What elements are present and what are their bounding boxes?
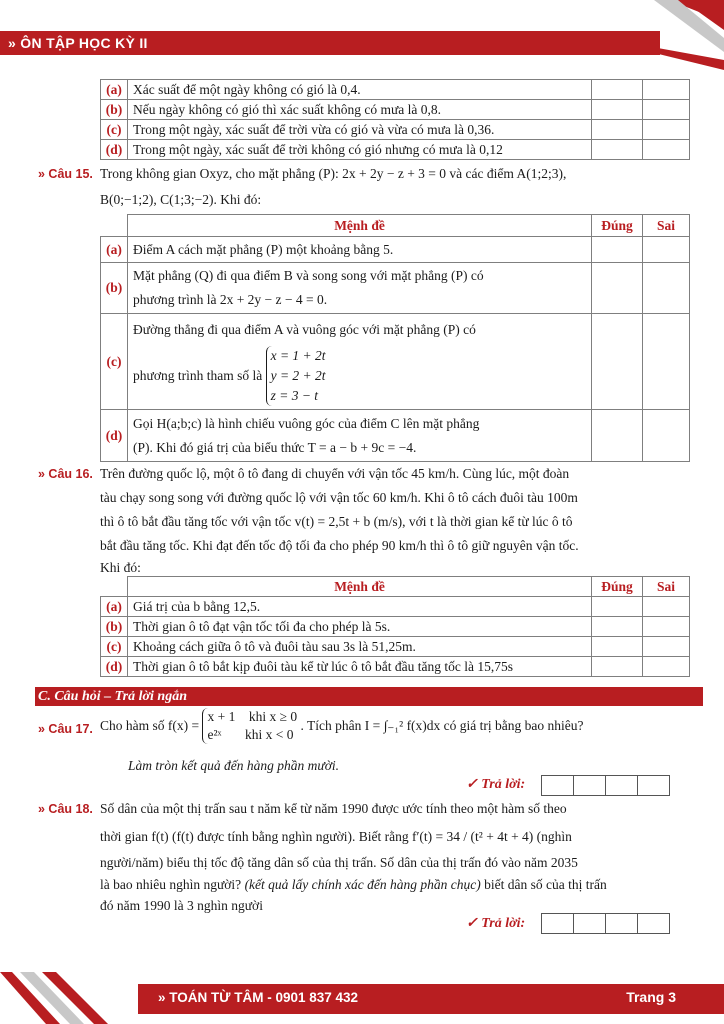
dung-cell[interactable]: [592, 80, 643, 100]
blank-header-cell: [101, 577, 128, 597]
row-text-line: Đường thẳng đi qua điểm A và vuông góc với mặt phẳng (P) có: [133, 321, 476, 337]
row-text-line: phương trình tham số là: [133, 367, 263, 383]
row-label: (a): [101, 237, 128, 263]
answer-box[interactable]: [637, 775, 670, 796]
q16-line3: thì ô tô bắt đầu tăng tốc với vận tốc v(t) = 2,5t + b (m/s), với t là thời gian kể từ lúc ô tô: [100, 514, 573, 529]
table-row: [101, 617, 690, 637]
system-line: z = 3 − t: [270, 387, 319, 403]
sai-cell[interactable]: [643, 657, 690, 677]
blank-header-cell: [101, 215, 128, 237]
q17-statement: [100, 708, 700, 744]
row-text-system-wrap: [133, 346, 586, 406]
q16-label: » Câu 16.: [38, 467, 93, 481]
sai-cell[interactable]: [643, 410, 690, 462]
q17-note: Làm tròn kết quả đến hàng phần mười.: [128, 758, 340, 773]
row-label: (b): [101, 263, 128, 314]
row-label: (d): [101, 410, 128, 462]
header-menh-de: Mệnh đề: [128, 577, 592, 597]
answer-box[interactable]: [573, 913, 606, 934]
case-line: e²ˣ khi x < 0: [207, 727, 294, 742]
row-text-line: phương trình là 2x + 2y − z − 4 = 0.: [133, 292, 328, 307]
dung-cell[interactable]: [592, 657, 643, 677]
table-header-row: [101, 577, 690, 597]
table-row: [101, 597, 690, 617]
q17-answer-label: ✓ Trả lời:: [466, 777, 526, 792]
row-label: (a): [101, 80, 128, 100]
section-c-heading: C. Câu hỏi – Trả lời ngắn: [35, 687, 703, 706]
row-text: Trong một ngày, xác suất để trời không có gió nhưng có mưa là 0,12: [128, 140, 592, 160]
row-text: Thời gian ô tô bắt kịp đuôi tàu kể từ lúc ô tô bắt đầu tăng tốc là 15,75s: [128, 657, 592, 677]
sai-cell[interactable]: [643, 637, 690, 657]
piecewise-function: [202, 708, 297, 744]
header-dung: Đúng: [592, 577, 643, 597]
q16-line5: Khi đó:: [100, 560, 141, 575]
dung-cell[interactable]: [592, 637, 643, 657]
q18-line5: đó năm 1990 là 3 nghìn người: [100, 898, 263, 913]
row-label: (b): [101, 617, 128, 637]
header-dung: Đúng: [592, 215, 643, 237]
row-text: Thời gian ô tô đạt vận tốc tối đa cho phép là 5s.: [128, 617, 592, 637]
q15-line2: B(0;−1;2), C(1;3;−2). Khi đó:: [100, 192, 262, 207]
row-label: (c): [101, 314, 128, 410]
system-line: x = 1 + 2t: [270, 347, 326, 363]
sai-cell[interactable]: [643, 314, 690, 410]
dung-cell[interactable]: [592, 120, 643, 140]
sai-cell[interactable]: [643, 237, 690, 263]
answer-box[interactable]: [541, 775, 574, 796]
sai-cell[interactable]: [643, 100, 690, 120]
q18-answer-boxes[interactable]: [542, 913, 670, 934]
row-text: Trong một ngày, xác suất để trời vừa có gió và vừa có mưa là 0,36.: [128, 120, 592, 140]
table-row: [101, 657, 690, 677]
answer-box[interactable]: [541, 913, 574, 934]
q17-answer-boxes[interactable]: [542, 775, 670, 796]
q17-post: . Tích phân I = ∫₋₁² f(x)dx có giá trị bằng bao nhiêu?: [300, 718, 584, 733]
q18-line2: thời gian f(t) (f(t) được tính bằng nghìn người). Biết rằng f′(t) = 34 / (t² + 4t + 4) (nghìn: [100, 829, 572, 844]
table-row: [101, 120, 690, 140]
row-text: Giá trị của b bằng 12,5.: [128, 597, 592, 617]
row-text-line: Mặt phẳng (Q) đi qua điểm B và song song với mặt phẳng (P) có: [133, 268, 484, 283]
table-row: [101, 100, 690, 120]
q17-pre: Cho hàm số f(x) =: [100, 718, 200, 733]
table-header-row: [101, 215, 690, 237]
system-line: y = 2 + 2t: [270, 367, 326, 383]
header-sai: Sai: [643, 215, 690, 237]
dung-cell[interactable]: [592, 140, 643, 160]
row-text: Xác suất để một ngày không có gió là 0,4.: [128, 80, 592, 100]
dung-cell[interactable]: [592, 314, 643, 410]
row-text: Nếu ngày không có gió thì xác suất không có mưa là 0,8.: [128, 100, 592, 120]
q18-line4-c: biết dân số của thị trấn: [480, 877, 607, 892]
dung-cell[interactable]: [592, 100, 643, 120]
row-text: Khoảng cách giữa ô tô và đuôi tàu sau 3s là 51,25m.: [128, 637, 592, 657]
answer-box[interactable]: [637, 913, 670, 934]
table-row: [101, 637, 690, 657]
dung-cell[interactable]: [592, 263, 643, 314]
header-menh-de: Mệnh đề: [128, 215, 592, 237]
q18-line1: Số dân của một thị trấn sau t năm kể từ năm 1990 được ước tính theo một hàm số theo: [100, 801, 567, 816]
sai-cell[interactable]: [643, 617, 690, 637]
row-text: [128, 410, 592, 462]
dung-cell[interactable]: [592, 597, 643, 617]
sai-cell[interactable]: [643, 140, 690, 160]
header-sai: Sai: [643, 577, 690, 597]
table-row: [101, 410, 690, 462]
row-label: (c): [101, 120, 128, 140]
dung-cell[interactable]: [592, 410, 643, 462]
q15-table: [100, 214, 690, 462]
q14-table: [100, 79, 690, 160]
q18-answer-label: ✓ Trả lời:: [466, 916, 526, 931]
q18-line4-b: (kết quả lấy chính xác đến hàng phần chục): [244, 877, 481, 892]
row-label: (a): [101, 597, 128, 617]
q16-line1: Trên đường quốc lộ, một ô tô đang di chuyển với vận tốc 45 km/h. Cùng lúc, một đoàn: [100, 466, 570, 481]
q16-table: [100, 576, 690, 677]
table-row: [101, 237, 690, 263]
answer-box[interactable]: [605, 775, 638, 796]
table-row: [101, 140, 690, 160]
row-label: (d): [101, 657, 128, 677]
row-text: [128, 263, 592, 314]
q15-label: » Câu 15.: [38, 167, 93, 181]
q15-line1: Trong không gian Oxyz, cho mặt phẳng (P): 2x + 2y − z + 3 = 0 và các điểm A(1;2;3),: [100, 166, 567, 181]
sai-cell[interactable]: [643, 120, 690, 140]
dung-cell[interactable]: [592, 237, 643, 263]
table-row: [101, 263, 690, 314]
row-text: Điểm A cách mặt phẳng (P) một khoảng bằng 5.: [128, 237, 592, 263]
q18-label: » Câu 18.: [38, 802, 93, 816]
case-line: x + 1 khi x ≥ 0: [207, 709, 298, 724]
answer-box[interactable]: [573, 775, 606, 796]
row-text-line: Gọi H(a;b;c) là hình chiếu vuông góc của điểm C lên mặt phẳng: [133, 415, 480, 431]
table-row: [101, 314, 690, 410]
sai-cell[interactable]: [643, 263, 690, 314]
row-label: (b): [101, 100, 128, 120]
page-number: Trang 3: [626, 989, 676, 1005]
corner-stripes-decoration-bottom: [0, 964, 140, 1024]
row-text-line: (P). Khi đó giá trị của biểu thức T = a − b + 9c = −4.: [133, 439, 417, 455]
row-text: [128, 314, 592, 410]
sai-cell[interactable]: [643, 80, 690, 100]
sai-cell[interactable]: [643, 597, 690, 617]
dung-cell[interactable]: [592, 617, 643, 637]
table-row: [101, 80, 690, 100]
q18-line3: người/năm) biểu thị tốc độ tăng dân số của thị trấn. Số dân của thị trấn đó vào năm 2035: [100, 855, 578, 870]
q16-line2: tàu chạy song song với đường quốc lộ với vận tốc 60 km/h. Khi ô tô cách đuôi tàu 100m: [100, 490, 578, 505]
equation-system: [266, 346, 326, 406]
header-title: » ÔN TẬP HỌC KỲ II: [8, 35, 148, 51]
footer-contact: » TOÁN TỪ TÂM - 0901 837 432: [158, 990, 359, 1005]
q16-line4: bắt đầu tăng tốc. Khi đạt đến tốc độ tối đa cho phép 90 km/h thì ô tô giữ nguyên vận tốc.: [100, 538, 579, 553]
row-label: (c): [101, 637, 128, 657]
answer-box[interactable]: [605, 913, 638, 934]
q17-label: » Câu 17.: [38, 722, 93, 736]
q18-line4-a: là bao nhiêu nghìn người?: [100, 877, 245, 892]
row-label: (d): [101, 140, 128, 160]
